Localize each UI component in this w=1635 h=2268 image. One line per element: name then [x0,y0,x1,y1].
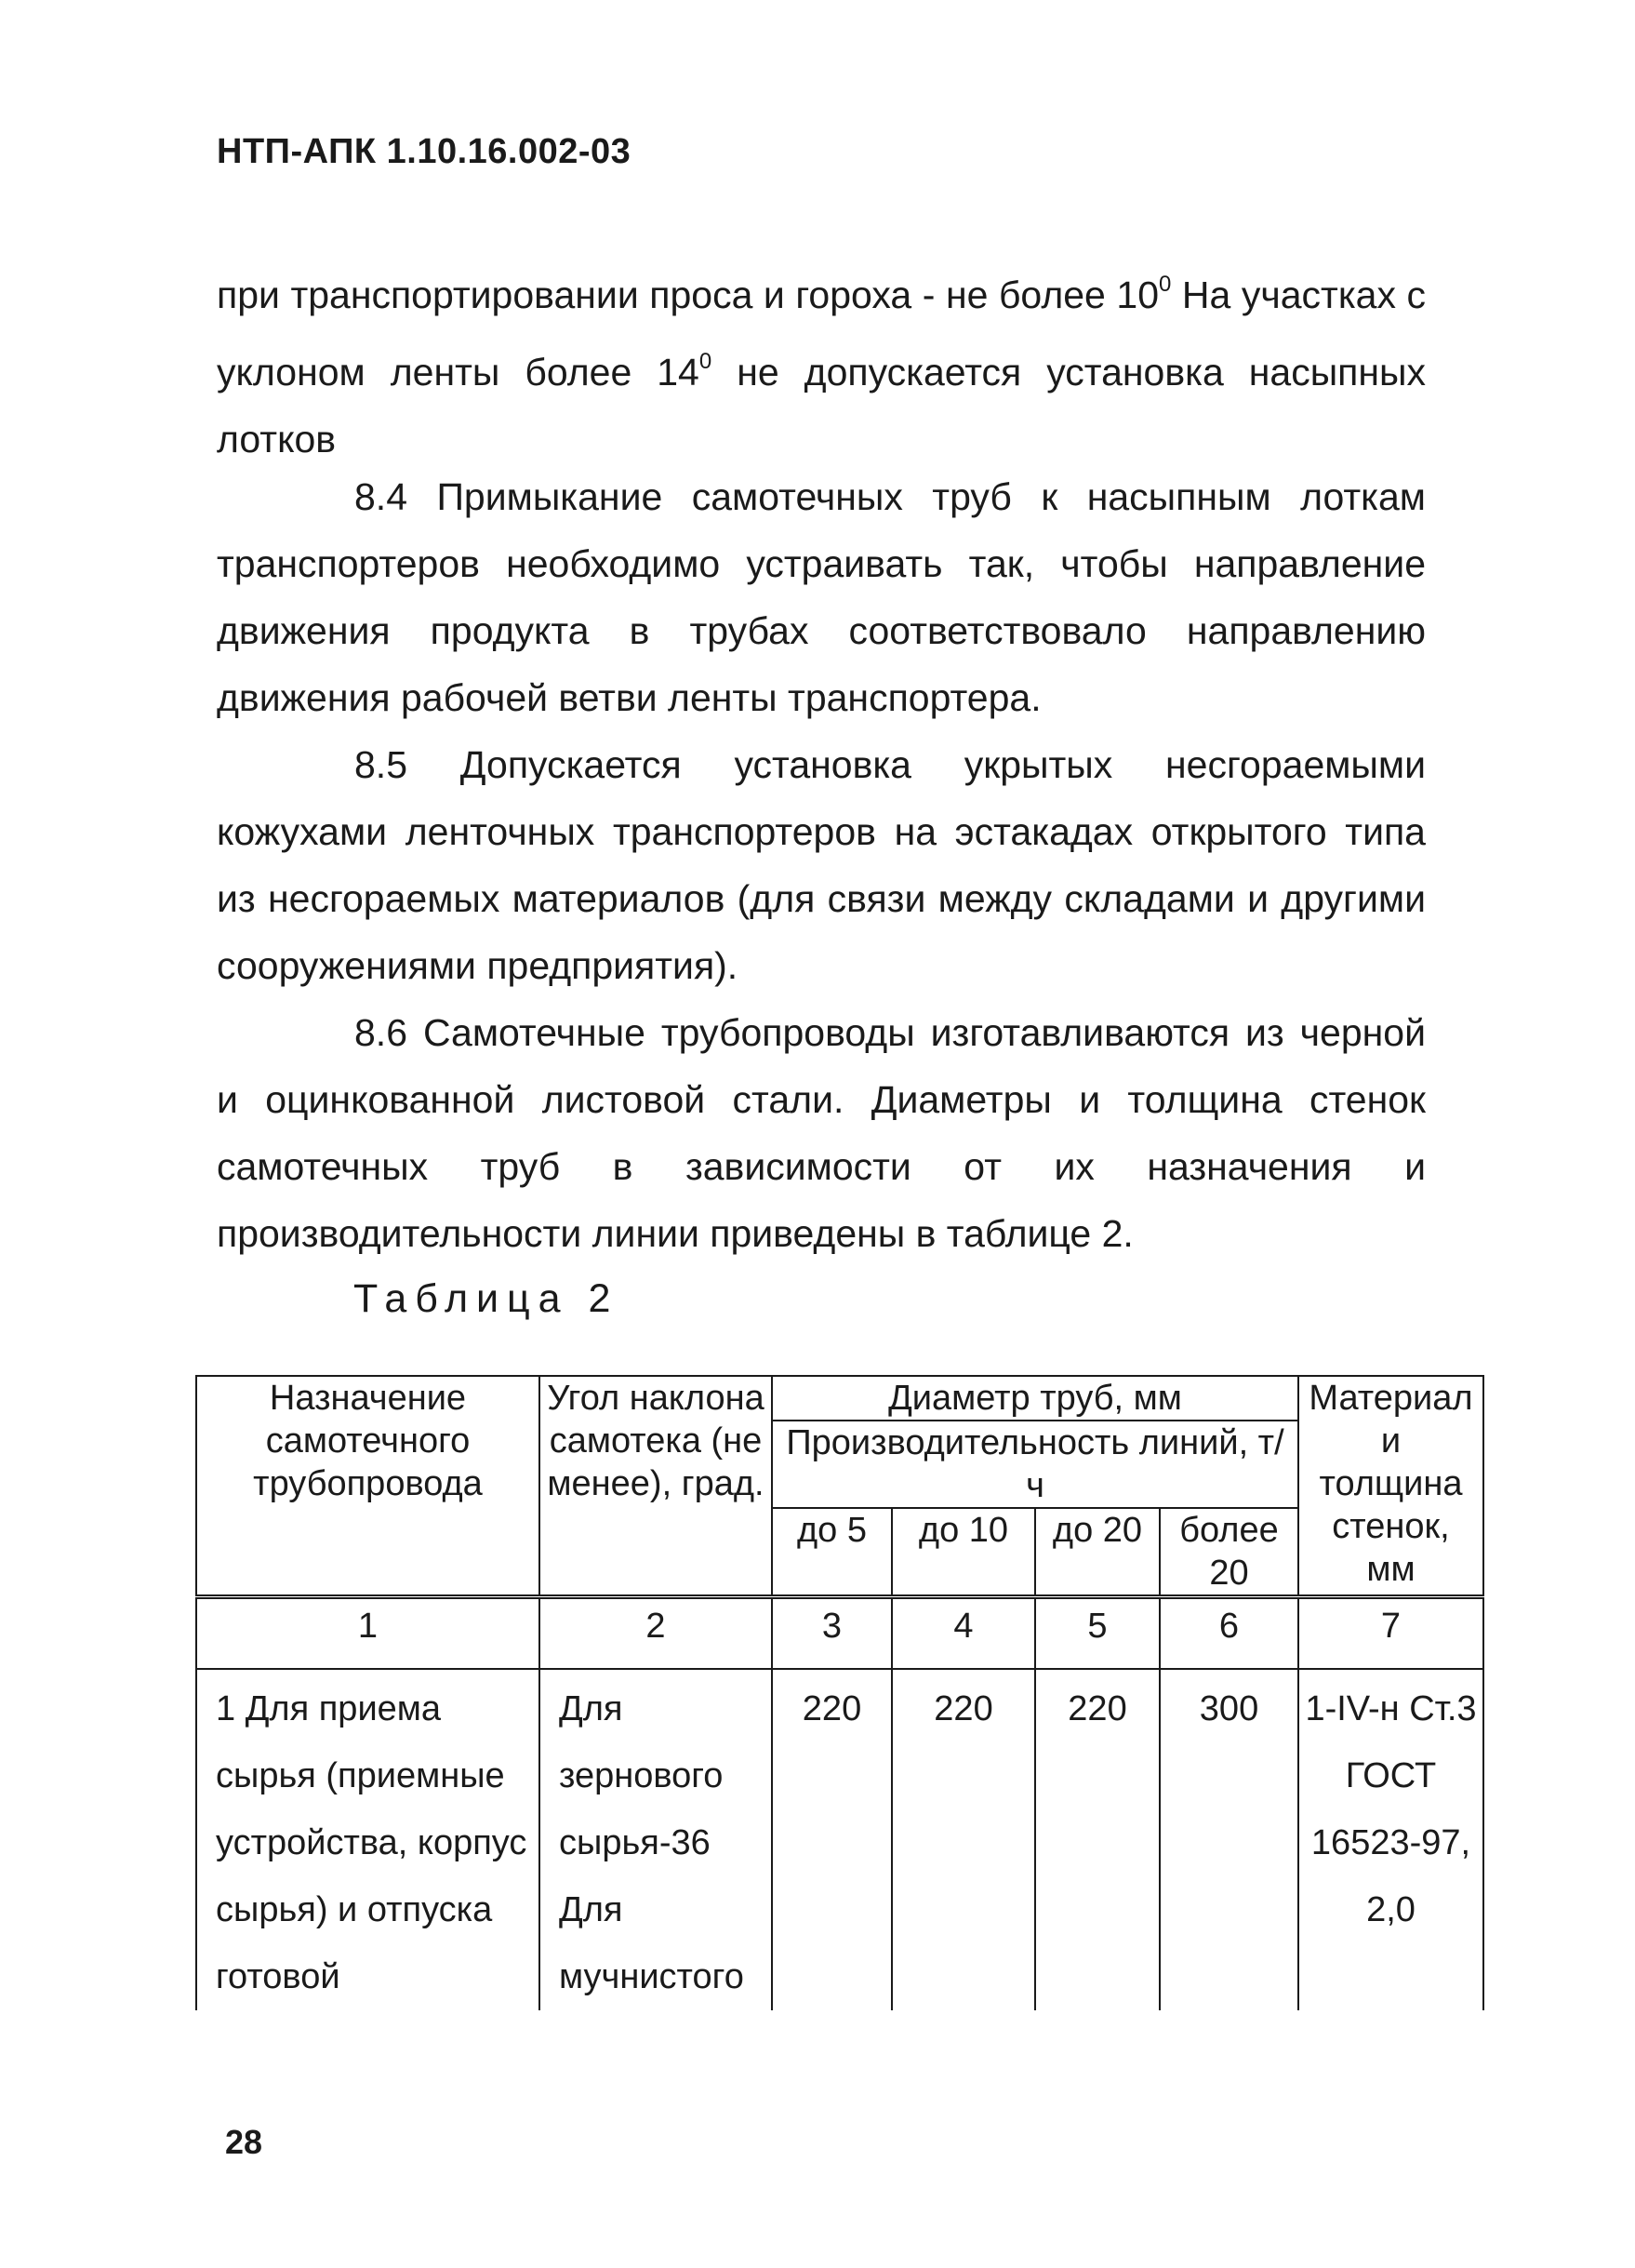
header-angle: Угол наклона самотека (не менее), град. [539,1376,772,1597]
paragraph-8-5 [217,731,1426,999]
cell-angle: Для зернового сырья-36 Для мучнистого [539,1669,772,2010]
cell-material: 1-IV-н Ст.3 ГОСТ 16523-97, 2,0 [1298,1669,1483,2010]
header-sub-3: до 20 [1035,1508,1160,1597]
spec-table [195,1375,1484,2010]
cell-d4: 300 [1160,1669,1298,2010]
paragraph-text: не допускается установка насыпных лотков [217,351,1426,460]
cell-d3: 220 [1035,1669,1160,2010]
paragraph-text: 8.6 Самотечные трубопроводы изготавливаются из черной и оцинкованной листовой стали. Диаметры и толщина стенок самотечных труб в зависимости от их назначения и производительности линии приведены в таблице 2. [217,1011,1426,1255]
table-row [196,1669,1483,2010]
header-diameter: Диаметр труб, мм [772,1376,1298,1421]
paragraph-text: 8.5 Допускается установка укрытых несгораемыми кожухами ленточных транспортеров на эстакадах открытого типа из несгораемых материалов (для связи между складами и другими сооружениями предприятия). [217,743,1426,987]
header-sub-1: до 5 [772,1508,892,1597]
paragraph-8-6 [217,999,1426,1267]
cell-d1: 220 [772,1669,892,2010]
cell-d2: 220 [892,1669,1035,2010]
paragraph-text: при транспортировании проса и гороха - не более 10 [217,273,1160,316]
document-code: НТП-АПК 1.10.16.002-03 [217,132,631,171]
column-number: 2 [539,1597,772,1670]
header-material: Материал и толщина стенок, мм [1298,1376,1483,1597]
header-sub-4: более 20 [1160,1508,1298,1597]
cell-purpose: 1 Для приема сырья (приемные устройства, корпус сырья) и отпуска готовой [196,1669,539,2010]
degree-superscript: 0 [698,349,712,374]
column-number: 1 [196,1597,539,1670]
page-number: 28 [225,2123,263,2161]
column-number: 5 [1035,1597,1160,1670]
paragraph-8-4 [217,463,1426,731]
degree-superscript: 0 [1159,272,1172,297]
header-purpose: Назначение самотечного трубопровода [196,1376,539,1597]
column-number: 3 [772,1597,892,1670]
column-number: 6 [1160,1597,1298,1670]
paragraph-text: На участках с уклоном ленты более 14 [217,273,1426,394]
paragraph-continuation [217,251,1426,473]
header-productivity: Производительность линий, т/ч [772,1421,1298,1508]
header-sub-2: до 10 [892,1508,1035,1597]
column-number: 7 [1298,1597,1483,1670]
column-number: 4 [892,1597,1035,1670]
table-caption: Таблица 2 [353,1276,619,1321]
paragraph-text: 8.4 Примыкание самотечных труб к насыпным лоткам транспортеров необходимо устраивать так, чтобы направление движения продукта в трубах соответствовало направлению движения рабочей ветви ленты транспортера. [217,475,1426,719]
